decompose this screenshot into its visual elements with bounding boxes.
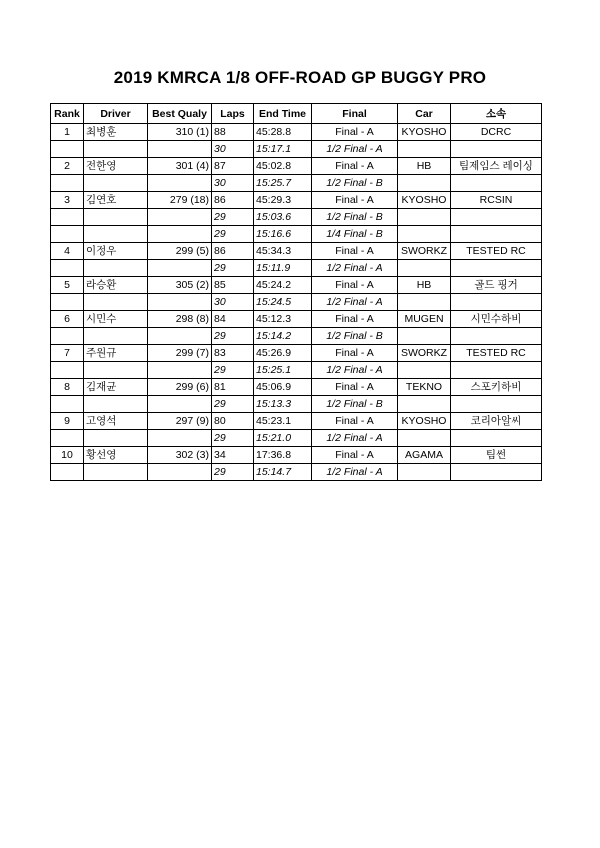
cell-car — [398, 226, 451, 243]
cell-team — [451, 396, 542, 413]
cell-driver — [84, 464, 148, 481]
table-row — [51, 124, 542, 141]
cell-car — [398, 328, 451, 345]
cell-final: 1/4 Final - B — [312, 226, 398, 243]
cell-car — [398, 396, 451, 413]
cell-rank: 2 — [51, 158, 84, 175]
cell-car: TEKNO — [398, 379, 451, 396]
cell-rank — [51, 209, 84, 226]
cell-end-time: 15:13.3 — [254, 396, 312, 413]
cell-team: 시민수하비 — [451, 311, 542, 328]
cell-team — [451, 362, 542, 379]
cell-rank — [51, 362, 84, 379]
cell-best-qualy — [148, 328, 212, 345]
cell-laps: 29 — [212, 464, 254, 481]
cell-end-time: 15:25.1 — [254, 362, 312, 379]
header-car: Car — [398, 104, 451, 124]
cell-laps: 30 — [212, 141, 254, 158]
cell-best-qualy — [148, 260, 212, 277]
cell-final: Final - A — [312, 311, 398, 328]
cell-laps: 87 — [212, 158, 254, 175]
cell-best-qualy — [148, 362, 212, 379]
cell-car: KYOSHO — [398, 124, 451, 141]
cell-end-time: 45:26.9 — [254, 345, 312, 362]
cell-car — [398, 464, 451, 481]
cell-best-qualy: 302 (3) — [148, 447, 212, 464]
cell-end-time: 15:17.1 — [254, 141, 312, 158]
cell-final: 1/2 Final - B — [312, 175, 398, 192]
table-row — [51, 260, 542, 277]
cell-team: 팀제임스 레이싱 — [451, 158, 542, 175]
cell-rank: 6 — [51, 311, 84, 328]
cell-rank: 4 — [51, 243, 84, 260]
cell-laps: 86 — [212, 243, 254, 260]
cell-car: MUGEN — [398, 311, 451, 328]
cell-team — [451, 294, 542, 311]
cell-laps: 81 — [212, 379, 254, 396]
cell-final: Final - A — [312, 243, 398, 260]
cell-best-qualy: 297 (9) — [148, 413, 212, 430]
cell-laps: 34 — [212, 447, 254, 464]
cell-best-qualy — [148, 175, 212, 192]
cell-rank — [51, 464, 84, 481]
cell-team — [451, 260, 542, 277]
cell-final: 1/2 Final - B — [312, 328, 398, 345]
cell-laps: 86 — [212, 192, 254, 209]
cell-team — [451, 141, 542, 158]
table-row — [51, 209, 542, 226]
cell-final: Final - A — [312, 447, 398, 464]
cell-best-qualy: 298 (8) — [148, 311, 212, 328]
cell-final: Final - A — [312, 345, 398, 362]
cell-team: RCSIN — [451, 192, 542, 209]
cell-team — [451, 430, 542, 447]
cell-car: KYOSHO — [398, 192, 451, 209]
cell-team: 골드 핑거 — [451, 277, 542, 294]
cell-car: HB — [398, 277, 451, 294]
cell-final: Final - A — [312, 158, 398, 175]
cell-driver: 최병훈 — [84, 124, 148, 141]
cell-car: HB — [398, 158, 451, 175]
cell-driver — [84, 226, 148, 243]
cell-driver — [84, 430, 148, 447]
table-row — [51, 362, 542, 379]
cell-best-qualy — [148, 396, 212, 413]
cell-team: 팀썬 — [451, 447, 542, 464]
cell-car — [398, 141, 451, 158]
cell-final: 1/2 Final - A — [312, 430, 398, 447]
table-row — [51, 192, 542, 209]
table-body — [51, 124, 542, 481]
cell-laps: 30 — [212, 175, 254, 192]
table-row — [51, 226, 542, 243]
results-table — [50, 103, 542, 481]
cell-rank — [51, 430, 84, 447]
cell-driver: 시민수 — [84, 311, 148, 328]
cell-team: 코리아알씨 — [451, 413, 542, 430]
cell-laps: 29 — [212, 260, 254, 277]
cell-end-time: 45:29.3 — [254, 192, 312, 209]
cell-car: KYOSHO — [398, 413, 451, 430]
cell-driver: 황선영 — [84, 447, 148, 464]
cell-rank — [51, 260, 84, 277]
cell-laps: 29 — [212, 226, 254, 243]
header-end-time: End Time — [254, 104, 312, 124]
cell-driver — [84, 175, 148, 192]
cell-rank — [51, 175, 84, 192]
cell-final: 1/2 Final - B — [312, 209, 398, 226]
cell-final: 1/2 Final - A — [312, 141, 398, 158]
cell-car — [398, 294, 451, 311]
table-row — [51, 447, 542, 464]
cell-rank: 3 — [51, 192, 84, 209]
cell-rank — [51, 294, 84, 311]
table-row — [51, 396, 542, 413]
cell-laps: 80 — [212, 413, 254, 430]
cell-car — [398, 362, 451, 379]
cell-best-qualy: 299 (6) — [148, 379, 212, 396]
cell-team: TESTED RC — [451, 345, 542, 362]
cell-end-time: 15:14.2 — [254, 328, 312, 345]
cell-laps: 88 — [212, 124, 254, 141]
page-title: 2019 KMRCA 1/8 OFF-ROAD GP BUGGY PRO — [113, 68, 487, 87]
table-row — [51, 328, 542, 345]
cell-laps: 83 — [212, 345, 254, 362]
cell-final: Final - A — [312, 124, 398, 141]
cell-team — [451, 175, 542, 192]
cell-driver — [84, 328, 148, 345]
cell-driver: 주원규 — [84, 345, 148, 362]
cell-driver: 김연호 — [84, 192, 148, 209]
table-row — [51, 158, 542, 175]
cell-team: DCRC — [451, 124, 542, 141]
cell-laps: 29 — [212, 430, 254, 447]
cell-rank: 5 — [51, 277, 84, 294]
cell-laps: 84 — [212, 311, 254, 328]
cell-best-qualy: 310 (1) — [148, 124, 212, 141]
cell-end-time: 45:23.1 — [254, 413, 312, 430]
cell-driver — [84, 209, 148, 226]
cell-end-time: 15:21.0 — [254, 430, 312, 447]
cell-team — [451, 226, 542, 243]
cell-end-time: 45:28.8 — [254, 124, 312, 141]
table-row — [51, 243, 542, 260]
cell-best-qualy — [148, 464, 212, 481]
cell-final: Final - A — [312, 277, 398, 294]
cell-laps: 29 — [212, 396, 254, 413]
cell-car — [398, 175, 451, 192]
cell-final: 1/2 Final - A — [312, 260, 398, 277]
cell-driver: 이정우 — [84, 243, 148, 260]
cell-driver — [84, 362, 148, 379]
cell-end-time: 15:11.9 — [254, 260, 312, 277]
header-driver: Driver — [84, 104, 148, 124]
cell-team — [451, 209, 542, 226]
cell-final: 1/2 Final - B — [312, 396, 398, 413]
cell-best-qualy: 299 (5) — [148, 243, 212, 260]
cell-end-time: 15:16.6 — [254, 226, 312, 243]
cell-end-time: 15:14.7 — [254, 464, 312, 481]
cell-end-time: 45:02.8 — [254, 158, 312, 175]
cell-best-qualy: 305 (2) — [148, 277, 212, 294]
cell-team: 스포키하비 — [451, 379, 542, 396]
cell-best-qualy: 299 (7) — [148, 345, 212, 362]
cell-team — [451, 464, 542, 481]
cell-end-time: 45:06.9 — [254, 379, 312, 396]
cell-car: SWORKZ — [398, 243, 451, 260]
cell-laps: 29 — [212, 328, 254, 345]
cell-rank — [51, 328, 84, 345]
cell-rank — [51, 396, 84, 413]
cell-final: Final - A — [312, 379, 398, 396]
cell-car — [398, 430, 451, 447]
cell-rank: 7 — [51, 345, 84, 362]
cell-car — [398, 209, 451, 226]
cell-final: Final - A — [312, 413, 398, 430]
cell-end-time: 15:25.7 — [254, 175, 312, 192]
cell-driver: 김재균 — [84, 379, 148, 396]
cell-final: 1/2 Final - A — [312, 362, 398, 379]
cell-best-qualy — [148, 430, 212, 447]
header-best-qualy: Best Qualy — [148, 104, 212, 124]
cell-rank: 1 — [51, 124, 84, 141]
cell-final: 1/2 Final - A — [312, 294, 398, 311]
table-row — [51, 430, 542, 447]
cell-best-qualy: 301 (4) — [148, 158, 212, 175]
cell-driver: 라승환 — [84, 277, 148, 294]
cell-best-qualy — [148, 209, 212, 226]
cell-best-qualy — [148, 141, 212, 158]
cell-driver — [84, 396, 148, 413]
cell-final: 1/2 Final - A — [312, 464, 398, 481]
cell-final: Final - A — [312, 192, 398, 209]
cell-rank — [51, 226, 84, 243]
cell-car: SWORKZ — [398, 345, 451, 362]
cell-best-qualy — [148, 294, 212, 311]
cell-rank: 8 — [51, 379, 84, 396]
table-row — [51, 277, 542, 294]
cell-laps: 85 — [212, 277, 254, 294]
cell-end-time: 45:24.2 — [254, 277, 312, 294]
header-laps: Laps — [212, 104, 254, 124]
table-row — [51, 413, 542, 430]
cell-laps: 30 — [212, 294, 254, 311]
cell-car — [398, 260, 451, 277]
header-final: Final — [312, 104, 398, 124]
cell-end-time: 17:36.8 — [254, 447, 312, 464]
table-row — [51, 294, 542, 311]
cell-driver: 고영석 — [84, 413, 148, 430]
cell-end-time: 15:03.6 — [254, 209, 312, 226]
cell-team: TESTED RC — [451, 243, 542, 260]
cell-rank: 10 — [51, 447, 84, 464]
table-row — [51, 141, 542, 158]
cell-car: AGAMA — [398, 447, 451, 464]
table-row — [51, 175, 542, 192]
cell-laps: 29 — [212, 209, 254, 226]
cell-team — [451, 328, 542, 345]
cell-end-time: 45:12.3 — [254, 311, 312, 328]
header-team: 소속 — [451, 104, 542, 124]
table-row — [51, 311, 542, 328]
cell-driver — [84, 260, 148, 277]
table-row — [51, 345, 542, 362]
table-row — [51, 379, 542, 396]
cell-best-qualy — [148, 226, 212, 243]
cell-end-time: 15:24.5 — [254, 294, 312, 311]
cell-end-time: 45:34.3 — [254, 243, 312, 260]
cell-driver: 전한영 — [84, 158, 148, 175]
table-row — [51, 464, 542, 481]
cell-laps: 29 — [212, 362, 254, 379]
cell-rank: 9 — [51, 413, 84, 430]
header-rank: Rank — [51, 104, 84, 124]
cell-driver — [84, 294, 148, 311]
cell-driver — [84, 141, 148, 158]
cell-best-qualy: 279 (18) — [148, 192, 212, 209]
cell-rank — [51, 141, 84, 158]
